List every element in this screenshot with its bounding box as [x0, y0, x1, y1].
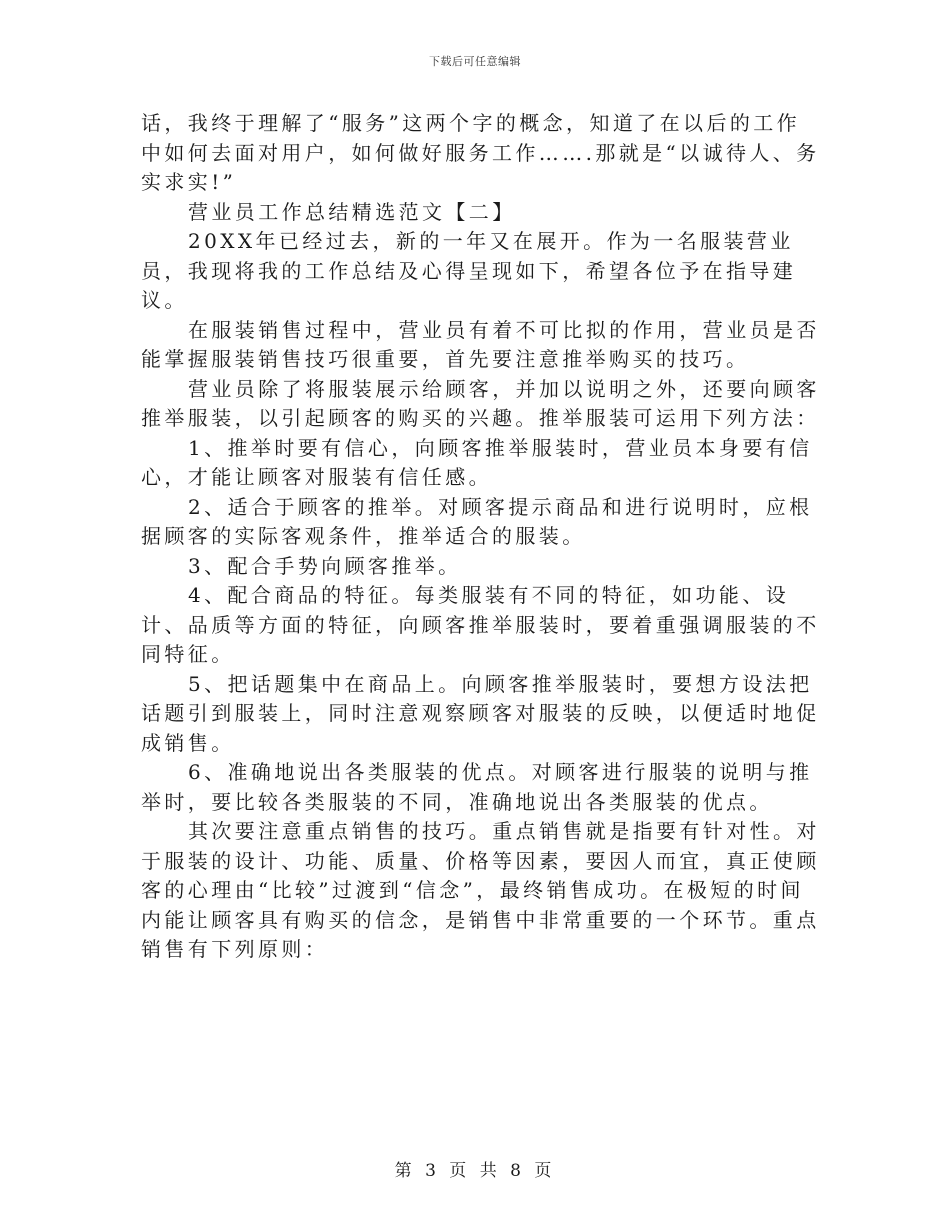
document-body: [141, 109, 821, 965]
list-item: 1、推举时要有信心，向顾客推举服装时，营业员本身要有信心，才能让顾客对服装有信任感。: [141, 435, 813, 489]
paragraph: 其次要注意重点销售的技巧。重点销售就是指要有针对性。对于服装的设计、功能、质量、价格等因素，要因人而宜，真正使顾客的心理由“比较”过渡到“信念”，最终销售成功。在极短的时间内能让顾客具有购买的信念，是销售中非常重要的一个环节。重点销售有下列原则：: [141, 819, 820, 961]
list-item: 5、把话题集中在商品上。向顾客推举服装时，要想方设法把话题引到服装上，同时注意观察顾客对服装的反映，以便适时地促成销售。: [141, 671, 820, 755]
list-item: 3、配合手势向顾客推举。: [188, 553, 462, 578]
list-item: 2、适合于顾客的推举。对顾客提示商品和进行说明时，应根据顾客的实际客观条件，推举适合的服装。: [141, 494, 813, 548]
list-item: 6、准确地说出各类服装的优点。对顾客进行服装的说明与推举时，要比较各类服装的不同，准确地说出各类服装的优点。: [141, 760, 813, 814]
paragraph: 营业员除了将服装展示给顾客，并加以说明之外，还要向顾客推举服装，以引起顾客的购买的兴趣。推举服装可运用下列方法：: [141, 376, 820, 430]
paragraph: 在服装销售过程中，营业员有着不可比拟的作用，营业员是否能掌握服装销售技巧很重要，首先要注意推举购买的技巧。: [141, 317, 820, 371]
section-heading: 营业员工作总结精选范文【二】: [188, 199, 516, 224]
page-header: 下载后可任意编辑: [429, 55, 521, 68]
paragraph: 20XX年已经过去，新的一年又在展开。作为一名服装营业员，我现将我的工作总结及心得呈现如下，希望各位予在指导建议。: [141, 229, 797, 312]
page-number: 第 3 页 共 8 页: [394, 1161, 556, 1181]
list-item: 4、配合商品的特征。每类服装有不同的特征，如功能、设计、品质等方面的特征，向顾客推举服装时，要着重强调服装的不同特征。: [141, 583, 820, 666]
paragraph-continuation: 话，我终于理解了“服务”这两个字的概念，知道了在以后的工作中如何去面对用户，如何做好服务工作…….那就是“以诚待人、务实求实!”: [141, 111, 820, 194]
